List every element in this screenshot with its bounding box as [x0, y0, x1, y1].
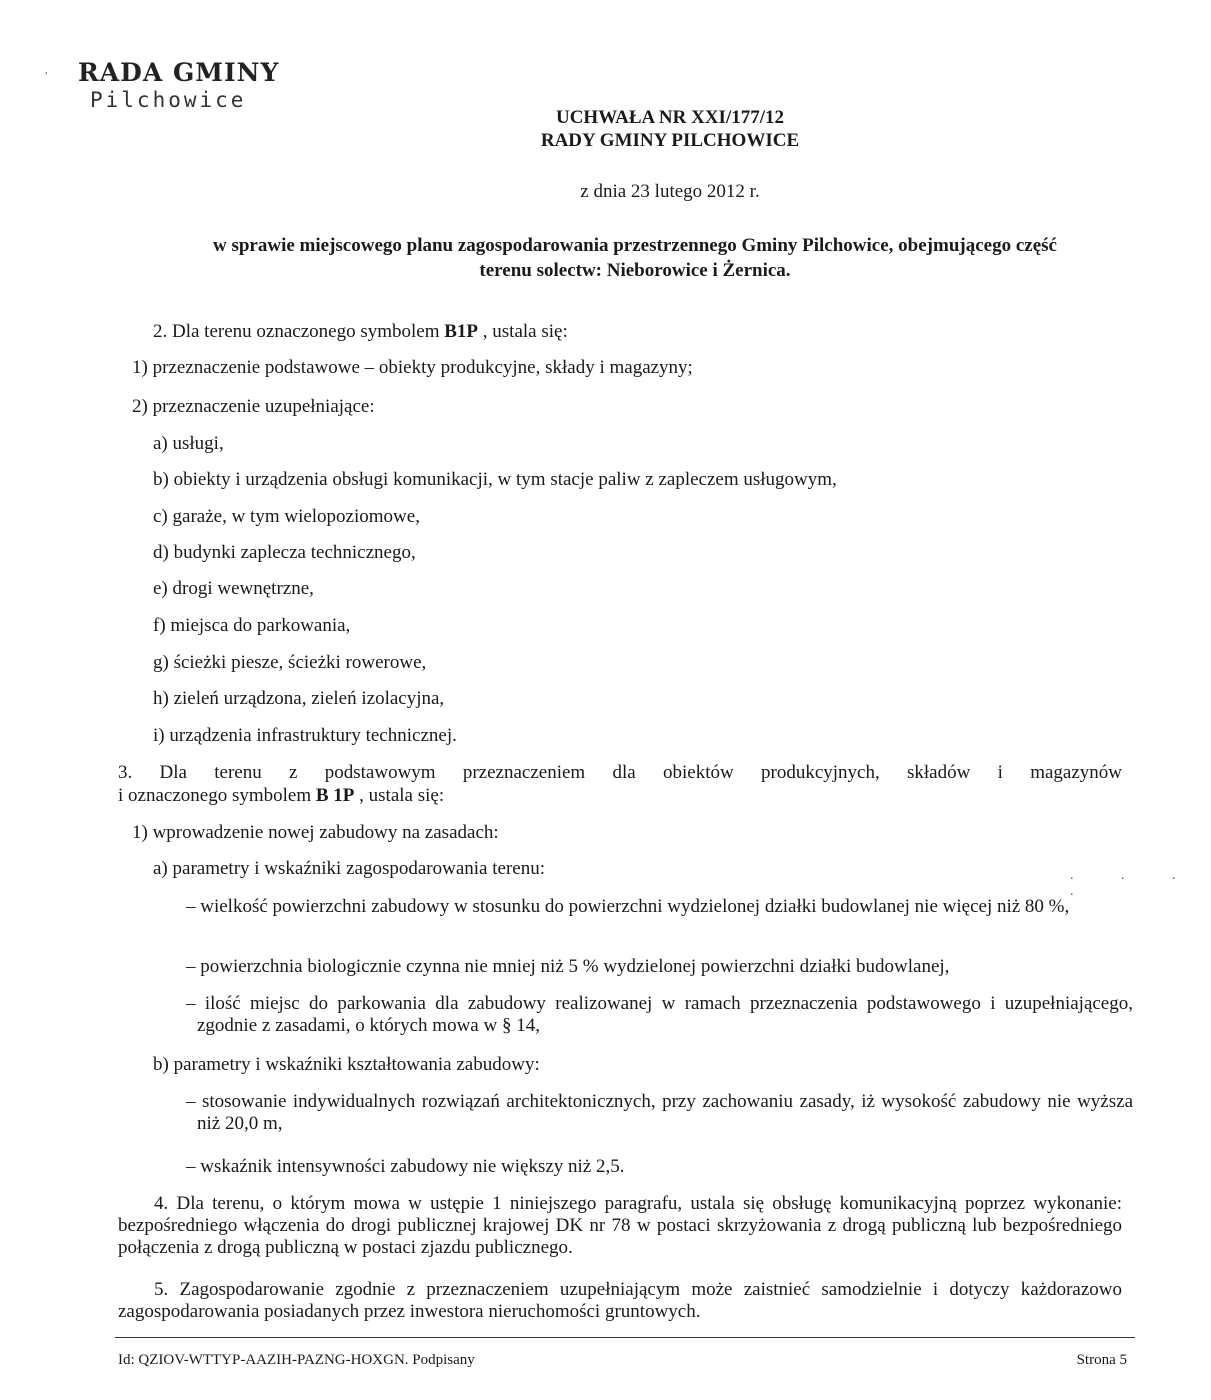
subject-line2: terenu solectw: Nieborowice i Żernica. [479, 260, 791, 281]
p2-symbol: B1P [444, 321, 479, 342]
list-item: b) parametry i wskaźniki kształtowania zabudowy: [153, 1054, 540, 1075]
p3-prefix: i oznaczonego symbolem [118, 785, 316, 806]
resolution-title: UCHWAŁA NR XXI/177/12 [555, 107, 785, 128]
paragraph-5: 5. Zagospodarowanie zgodnie z przeznaczeniem uzupełniającym może zaistnieć samodzielnie i dotyczy każdorazowo zagospodarowania posiadanych przez inwestora nieruchomości gruntowych. [118, 1279, 1122, 1322]
subject-line1: w sprawie miejscowego planu zagospodarowania przestrzennego Gminy Pilchowice, obejmującego część [213, 235, 1057, 256]
paragraph-3-line2 [118, 785, 444, 807]
list-item: g) ścieżki piesze, ścieżki rowerowe, [153, 652, 427, 673]
resolution-subject [115, 233, 1155, 283]
list-item: 1) wprowadzenie nowej zabudowy na zasadach: [132, 822, 499, 843]
dash-item: – wielkość powierzchni zabudowy w stosunku do powierzchni wydzielonej działki budowlanej nie więcej niż 80 %, [186, 896, 1070, 917]
list-item: a) usługi, [153, 433, 224, 454]
list-item: d) budynki zaplecza technicznego, [153, 542, 416, 563]
list-item: h) zieleń urządzona, zieleń izolacyjna, [153, 688, 445, 709]
stray-dots: . . . . [1070, 868, 1198, 899]
list-item: 1) przeznaczenie podstawowe – obiekty produkcyjne, składy i magazyny; [132, 357, 693, 378]
dash-item: – powierzchnia biologicznie czynna nie mniej niż 5 % wydzielonej powierzchni działki budowlanej, [186, 956, 950, 977]
p3-symbol: B 1P [315, 785, 355, 806]
p3-suffix: , ustala się: [354, 785, 445, 806]
list-item: f) miejsca do parkowania, [153, 615, 351, 636]
paragraph-4: 4. Dla terenu, o którym mowa w ustępie 1 niniejszego paragrafu, ustala się obsługę komunikacyjną poprzez wykonanie: bezpośredniego włączenia do drogi publicznej krajowej DK nr 78 w postaci skrzyżowania z drogą publiczną lub bezpośredniego połączenia z drogą publiczną w postaci zjazdu publicznego. [118, 1193, 1122, 1258]
stamp-line2: Pilchowice [90, 88, 247, 112]
dash-item: – wskaźnik intensywności zabudowy nie większy niż 2,5. [186, 1156, 625, 1177]
list-item: c) garaże, w tym wielopoziomowe, [153, 506, 420, 527]
list-item: a) parametry i wskaźniki zagospodarowania terenu: [153, 858, 545, 879]
page-number: Strona 5 [1076, 1352, 1127, 1368]
council-stamp [78, 58, 308, 118]
stamp-mark: ˒ [44, 64, 49, 79]
list-item: i) urządzenia infrastruktury technicznej. [153, 725, 457, 746]
dash-item: – stosowanie indywidualnych rozwiązań architektonicznych, przy zachowaniu zasady, iż wysokość zabudowy nie wyższa niż 20,0 m, [186, 1091, 1133, 1134]
paragraph-3-line1: 3. Dla terenu z podstawowym przeznaczeniem dla obiektów produkcyjnych, składów i magazynów [118, 762, 1122, 783]
footer-divider [115, 1337, 1135, 1338]
stamp-line1: RADA GMINY [78, 58, 280, 87]
p2-prefix: 2. Dla terenu oznaczonego symbolem [153, 321, 445, 342]
paragraph-2-intro [153, 321, 568, 343]
dash-item: – ilość miejsc do parkowania dla zabudowy realizowanej w ramach przeznaczenia podstawowego i uzupełniającego, zgodnie z zasadami, o których mowa w § 14, [186, 993, 1133, 1036]
resolution-date: z dnia 23 lutego 2012 r. [580, 181, 760, 202]
p2-suffix: , ustala się: [478, 321, 568, 342]
resolution-council: RADY GMINY PILCHOWICE [540, 130, 800, 151]
list-item: e) drogi wewnętrzne, [153, 578, 314, 599]
list-item: b) obiekty i urządzenia obsługi komunikacji, w tym stacje paliw z zapleczem usługowym, [153, 469, 837, 490]
list-item: 2) przeznaczenie uzupełniające: [132, 396, 375, 417]
document-id: Id: QZIOV-WTTYP-AAZIH-PAZNG-HOXGN. Podpisany [118, 1352, 475, 1368]
